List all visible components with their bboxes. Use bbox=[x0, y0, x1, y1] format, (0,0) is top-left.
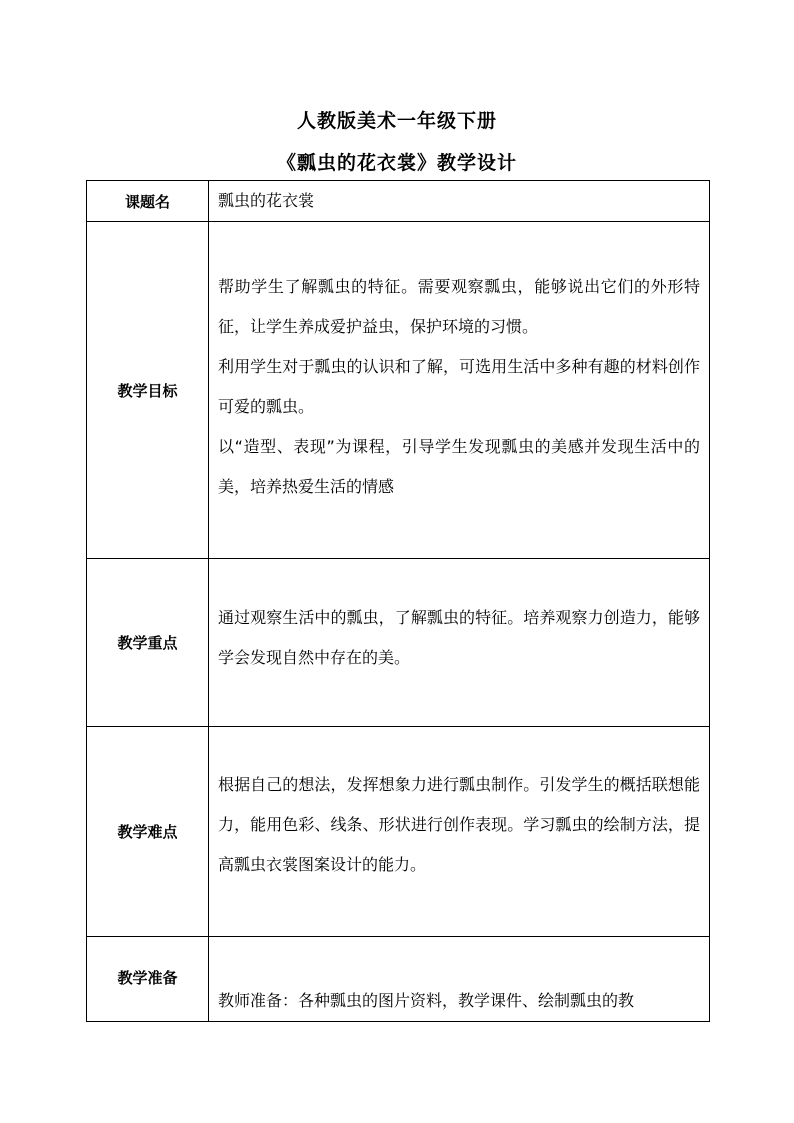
table-row bbox=[87, 222, 710, 559]
row-content-difficulties bbox=[209, 727, 710, 937]
row-content-key-points bbox=[209, 559, 710, 727]
content-line: 教师准备：各种瓢虫的图片资料，教学课件、绘制瓢虫的教 bbox=[218, 991, 635, 1010]
content-line: 以“造型、表现”为课程，引导学生发现瓢虫的美感并发现生活中的美，培养热爱生活的情感 bbox=[218, 437, 700, 496]
content-line: 瓢虫的花衣裳 bbox=[218, 191, 315, 210]
row-content-objectives bbox=[209, 222, 710, 559]
row-label-key-points: 教学重点 bbox=[87, 559, 209, 727]
row-label-topic: 课题名 bbox=[87, 181, 209, 222]
content-line: 利用学生对于瓢虫的认识和了解，可选用生活中多种有趣的材料创作可爱的瓢虫。 bbox=[218, 357, 700, 416]
row-label-preparation: 教学准备 bbox=[87, 937, 209, 1022]
row-label-objectives: 教学目标 bbox=[87, 222, 209, 559]
row-content-topic bbox=[209, 181, 710, 222]
content-line: 帮助学生了解瓢虫的特征。需要观察瓢虫，能够说出它们的外形特征，让学生养成爱护益虫，保护环境的习惯。 bbox=[218, 277, 700, 336]
row-label-difficulties: 教学难点 bbox=[87, 727, 209, 937]
document-subtitle: 《瓢虫的花衣裳》教学设计 bbox=[276, 152, 517, 174]
table-row bbox=[87, 181, 710, 222]
document-title: 人教版美术一年级下册 bbox=[296, 110, 497, 132]
table-row bbox=[87, 727, 710, 937]
content-line: 通过观察生活中的瓢虫，了解瓢虫的特征。培养观察力创造力，能够学会发现自然中存在的美。 bbox=[218, 608, 700, 667]
lesson-plan-table bbox=[86, 180, 710, 1022]
table-row bbox=[87, 937, 710, 1022]
table-row bbox=[87, 559, 710, 727]
row-content-preparation bbox=[209, 937, 710, 1022]
content-line: 根据自己的想法，发挥想象力进行瓢虫制作。引发学生的概括联想能力，能用色彩、线条、形状进行创作表现。学习瓢虫的绘制方法，提高瓢虫衣裳图案设计的能力。 bbox=[218, 775, 700, 874]
